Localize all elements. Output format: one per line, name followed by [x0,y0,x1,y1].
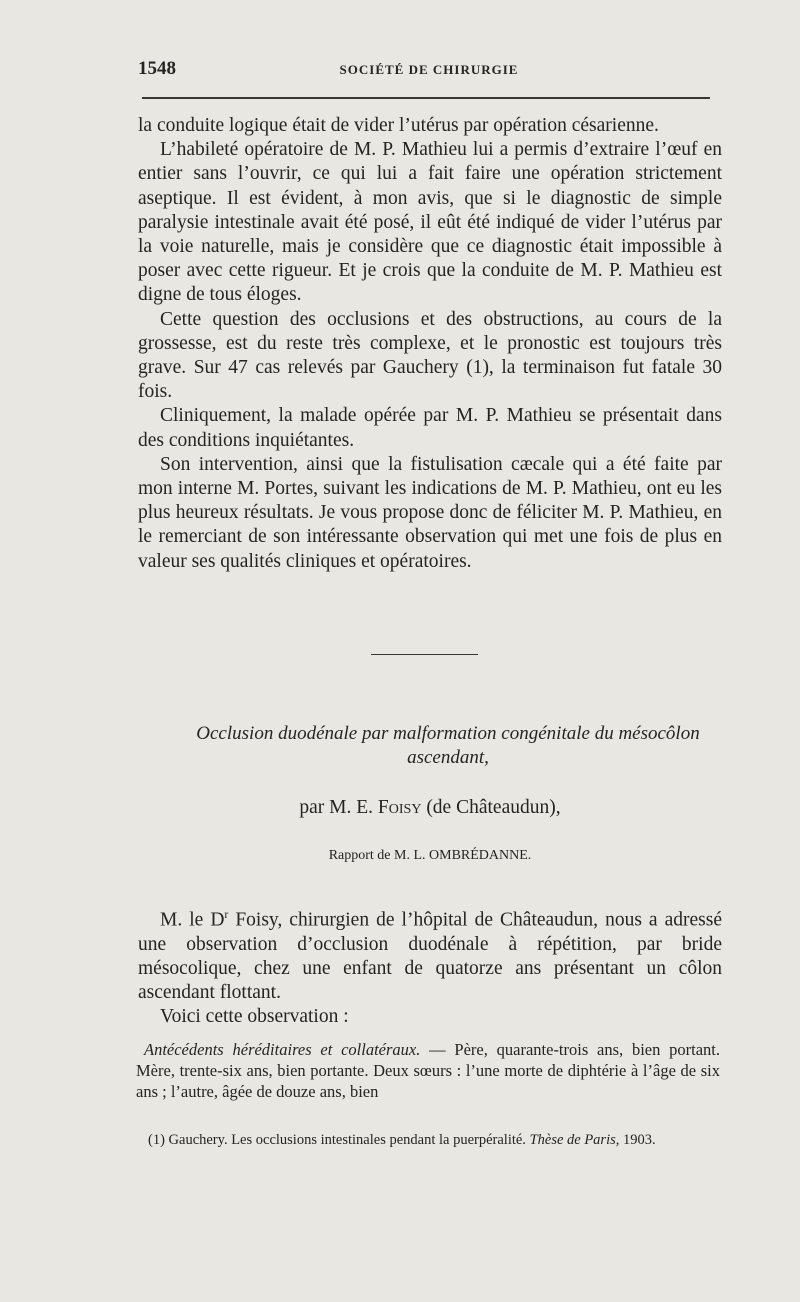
observation-text [136,1039,720,1102]
paragraph: Voici cette observation : [160,1006,349,1028]
article-title-line: Occlusion duodénale par malformation congénitale du mésocôlon [196,723,700,744]
footnote-text [136,1131,720,1150]
report-text [138,114,722,574]
footnote-part: 1903. [619,1132,656,1148]
author-line [138,797,722,819]
article-title [138,722,758,770]
section-separator [371,654,478,655]
intro-text: M. le D [160,909,225,931]
paragraph: L’habileté opératoire de M. P. Mathieu lui a permis d’extraire l’œuf en entier sans l’ouvrir, ce qui lui a fait faire une opération strictement aseptique. Il est évident, à mon avis, que si le diagnostic de simple paralysie intestinale avait été posé, il eût été indiqué de vider l’utérus par la voie naturelle, mais je considère que ce diagnostic était impossible à poser avec cette rigueur. Et je crois que la conduite de M. P. Mathieu est digne de tous éloges. [138,139,722,306]
author-suffix: (de Châteaudun), [426,797,561,818]
article-intro [138,903,722,1030]
intro-superscript: r [224,908,229,921]
article-title-line: ascendant, [407,747,489,768]
observation-label: Antécédents héréditaires et collatéraux. [144,1040,421,1059]
author-name: Foisy [377,797,422,818]
intro-text: Foisy, chirurgien de l’hôpital de Châteaudun, nous a adressé une observation d’occlusion duodénale à répétition, par bride mésocolique, chez une enfant de quatorze ans présentant un côlon ascendant flottant. [138,909,722,1004]
footnote-part: (1) Gauchery. Les occlusions intestinales pendant la puerpéralité. [148,1132,526,1148]
footnote-part: Thèse de Paris, [529,1132,620,1148]
running-head: SOCIÉTÉ DE CHIRURGIE [339,62,519,77]
paragraph [136,1039,720,1102]
page-number: 1548 [138,58,176,79]
header-rule [142,97,710,99]
rapport-name: OMBRÉDANNE. [429,848,532,863]
paragraph: Cliniquement, la malade opérée par M. P. Mathieu se présentait dans des conditions inquiétantes. [138,405,722,451]
page-header [138,58,720,86]
paragraph: Son intervention, ainsi que la fistulisation cæcale qui a été faite par mon interne M. Portes, suivant les indications de M. P. Mathieu, ont eu les plus heureux résultats. Je vous propose donc de féliciter M. P. Mathieu, en le remerciant de son intéressante observation qui met une fois de plus en valeur ses qualités cliniques et opératoires. [138,453,722,572]
rapport-prefix: Rapport de M. L. [328,848,426,863]
paragraph: la conduite logique était de vider l’utérus par opération césarienne. [138,115,659,136]
footnote [136,1131,720,1150]
rapport-line [138,848,722,864]
paragraph [138,903,722,1005]
author-prefix: par M. E. [299,797,374,818]
paragraph: Cette question des occlusions et des obstructions, au cours de la grossesse, est du reste très complexe, et le pronostic est toujours très grave. Sur 47 cas relevés par Gauchery (1), la terminaison fut fatale 30 fois. [138,308,722,403]
observation-body: — Père, quarante-trois ans, bien portant. Mère, trente-six ans, bien portante. Deux sœurs : l’une morte de diphtérie à l’âge de six ans ; l’autre, âgée de douze ans, bien [136,1040,720,1101]
